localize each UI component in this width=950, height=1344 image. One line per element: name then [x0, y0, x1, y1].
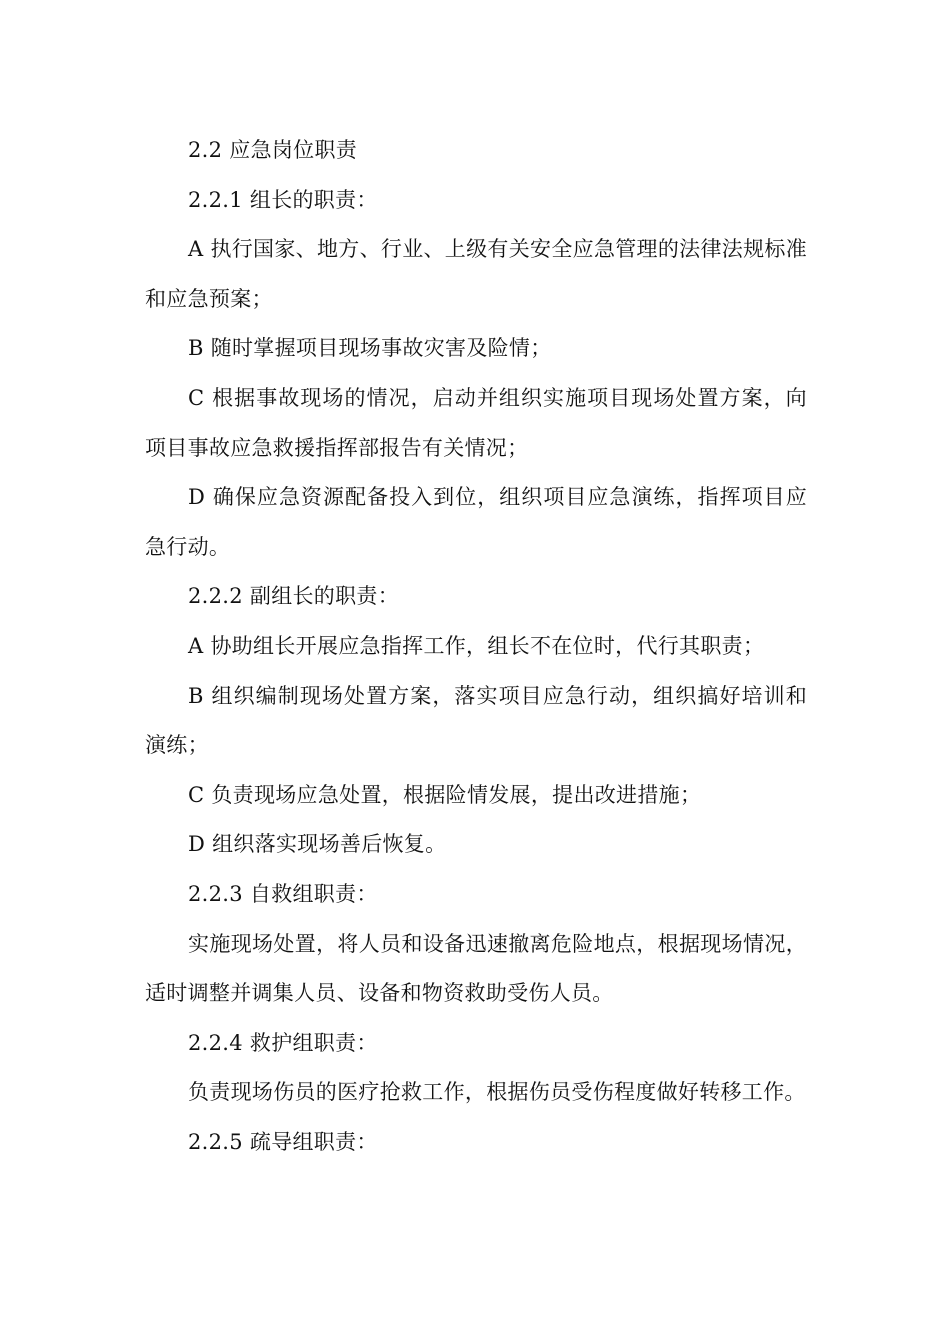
paragraph-deputy-duty-a: A 协助组长开展应急指挥工作，组长不在位时，代行其职责； — [188, 633, 765, 658]
subsection-heading-2-2-4: 2.2.4 救护组职责： — [188, 1030, 378, 1055]
paragraph-rescue-duty: 负责现场伤员的医疗抢救工作，根据伤员受伤程度做好转移工作。 — [188, 1080, 806, 1105]
paragraph-leader-duty-d: D 确保应急资源配备投入到位，组织项目应急演练，指挥项目应急行动。 — [145, 485, 807, 559]
paragraph-leader-duty-c: C 根据事故现场的情况，启动并组织实施项目现场处置方案，向项目事故应急救援指挥部报告有关情况； — [145, 385, 807, 460]
paragraph-deputy-duty-b: B 组织编制现场处置方案，落实项目应急行动，组织搞好培训和演练； — [145, 683, 807, 758]
paragraph-deputy-duty-d: D 组织落实现场善后恢复。 — [188, 832, 447, 857]
subsection-heading-2-2-2: 2.2.2 副组长的职责： — [188, 584, 400, 609]
subsection-heading-2-2-3: 2.2.3 自救组职责： — [188, 881, 378, 906]
section-heading-2-2: 2.2 应急岗位职责 — [188, 138, 358, 162]
subsection-heading-2-2-1: 2.2.1 组长的职责： — [188, 187, 378, 212]
paragraph-leader-duty-b: B 随时掌握项目现场事故灾害及险情； — [188, 336, 552, 361]
paragraph-leader-duty-a: A 执行国家、地方、行业、上级有关安全应急管理的法律法规标准和应急预案； — [145, 237, 807, 311]
document-body — [145, 126, 807, 1167]
subsection-heading-2-2-5: 2.2.5 疏导组职责： — [188, 1129, 378, 1154]
paragraph-deputy-duty-c: C 负责现场应急处置，根据险情发展，提出改进措施； — [188, 782, 702, 807]
paragraph-self-rescue-duty: 实施现场处置，将人员和设备迅速撤离危险地点，根据现场情况，适时调整并调集人员、设备和物资救助受伤人员。 — [145, 931, 807, 1006]
